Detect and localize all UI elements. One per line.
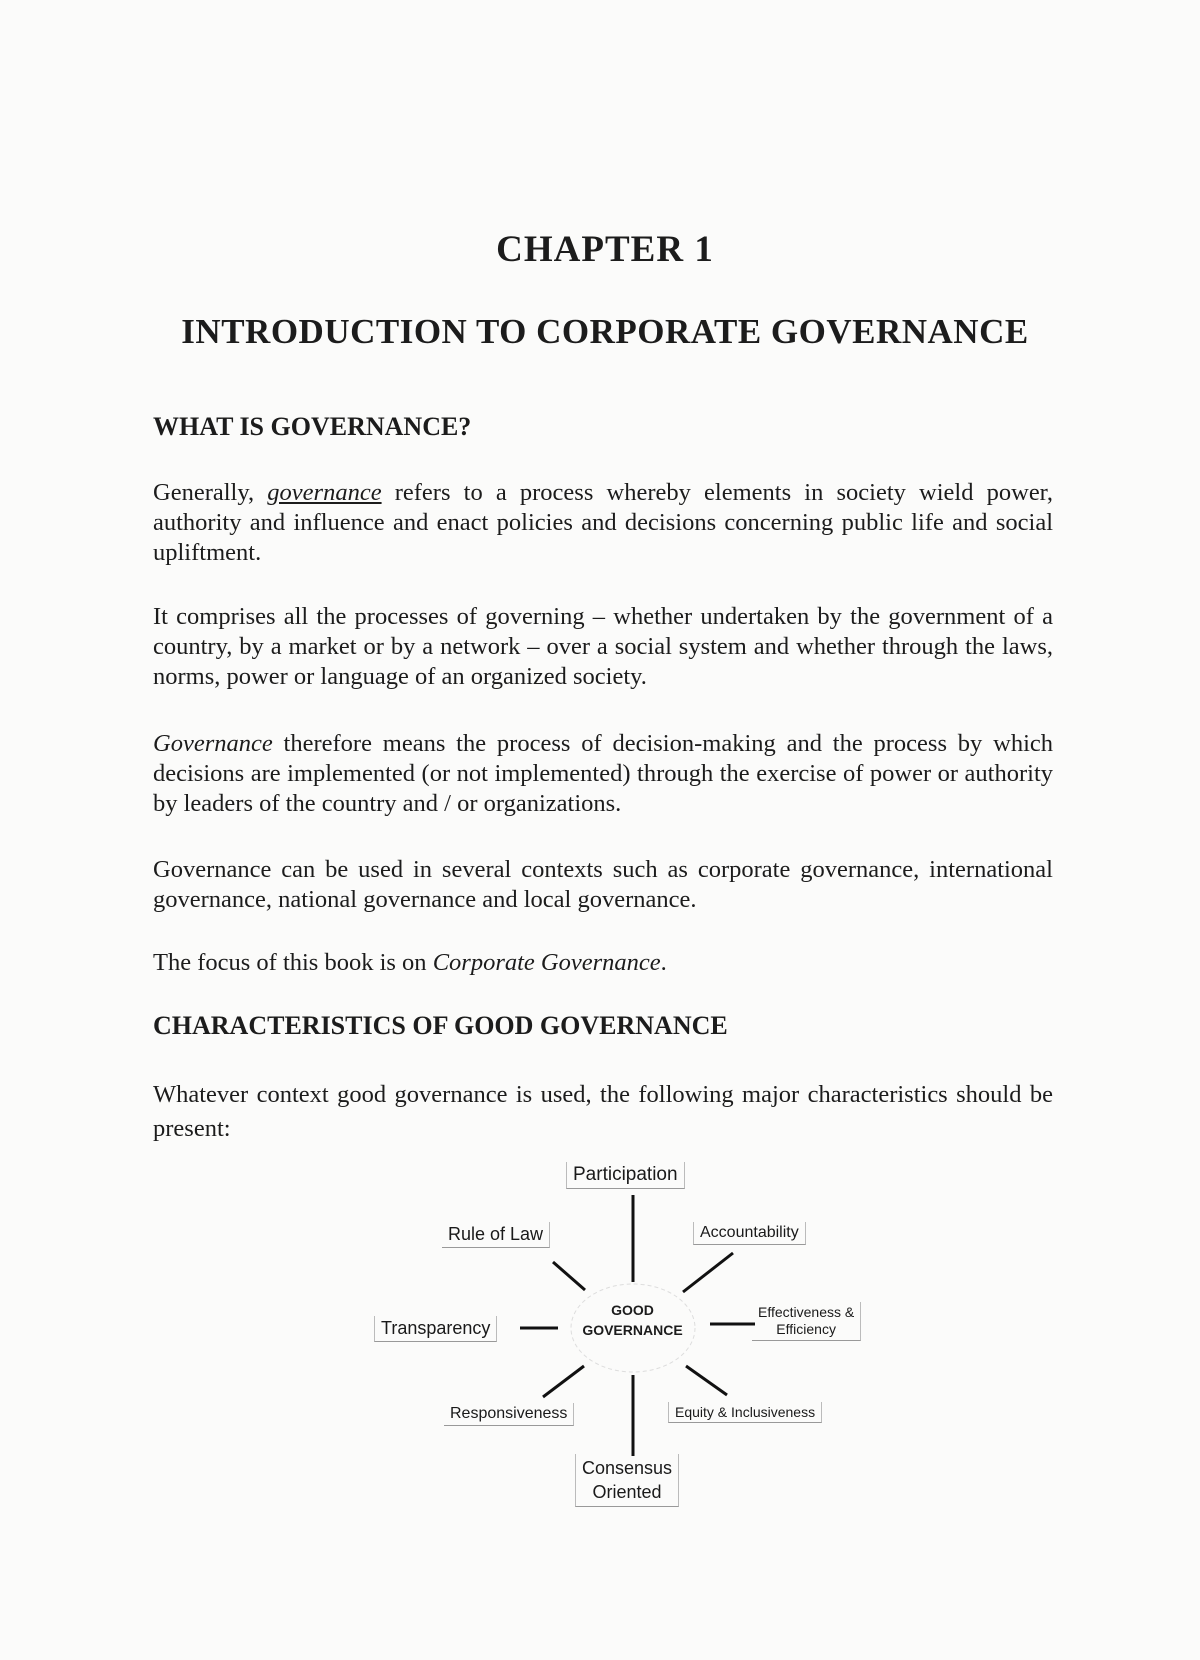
effectiveness-line-2: Efficiency: [776, 1321, 836, 1337]
section-heading-what-is-governance: WHAT IS GOVERNANCE?: [153, 412, 472, 441]
chapter-heading: CHAPTER 1: [496, 229, 714, 270]
chapter-title: INTRODUCTION TO CORPORATE GOVERNANCE: [181, 312, 1029, 351]
consensus-line-1: Consensus: [582, 1458, 673, 1478]
p5-prefix: The focus of this book is on: [153, 949, 433, 976]
node-responsiveness: Responsiveness: [444, 1403, 574, 1426]
line-responsiveness: [543, 1366, 584, 1397]
center-line-2: GOVERNANCE: [582, 1322, 683, 1338]
paragraph-6: [153, 1078, 1053, 1146]
node-accountability: Accountability: [693, 1222, 806, 1245]
node-effectiveness: [752, 1302, 861, 1341]
p1-prefix: Generally,: [153, 479, 268, 506]
governance-term: governance: [267, 479, 382, 506]
p5-term: Corporate Governance: [432, 949, 661, 976]
p3-term: Governance: [153, 730, 273, 757]
node-equity: Equity & Inclusiveness: [668, 1402, 822, 1423]
paragraph-3: [153, 729, 1053, 819]
node-participation: Participation: [566, 1162, 685, 1189]
center-line-1: GOOD: [611, 1302, 654, 1318]
p3-body: therefore means the process of decision-making and the process by which decisions are implemented (or not implemented) through the exercise of power or authority by leaders of the country and / or organizations.: [153, 730, 1053, 817]
paragraph-1: [153, 478, 1053, 568]
p1-body: refers to a process whereby elements in society wield power, authority and influence and enact policies and decisions concerning public life and social upliftment.: [153, 479, 1053, 566]
node-transparency: Transparency: [374, 1316, 497, 1342]
node-consensus: [575, 1454, 679, 1507]
p6-text: Whatever context good governance is used, the following major characteristics should be present:: [153, 1081, 1053, 1142]
effectiveness-line-1: Effectiveness &: [758, 1304, 855, 1320]
node-rule-of-law: Rule of Law: [442, 1222, 550, 1248]
good-governance-center: [575, 1300, 690, 1360]
paragraph-5: [153, 948, 1053, 978]
paragraph-4: [153, 855, 1053, 915]
paragraph-2: [153, 602, 1053, 692]
section-heading-characteristics: CHARACTERISTICS OF GOOD GOVERNANCE: [153, 1011, 728, 1040]
line-accountability: [683, 1253, 733, 1292]
consensus-line-2: Oriented: [592, 1482, 662, 1502]
p2-text: It comprises all the processes of governing – whether undertaken by the government of a country, by a market or by a network – over a social system and whether through the laws, norms, power or language of an organized society.: [153, 603, 1053, 690]
p4-text: Governance can be used in several contexts such as corporate governance, international governance, national governance and local governance.: [153, 856, 1053, 913]
p5-suffix: .: [660, 949, 667, 976]
line-equity: [686, 1366, 727, 1395]
line-rule-of-law: [553, 1262, 585, 1290]
